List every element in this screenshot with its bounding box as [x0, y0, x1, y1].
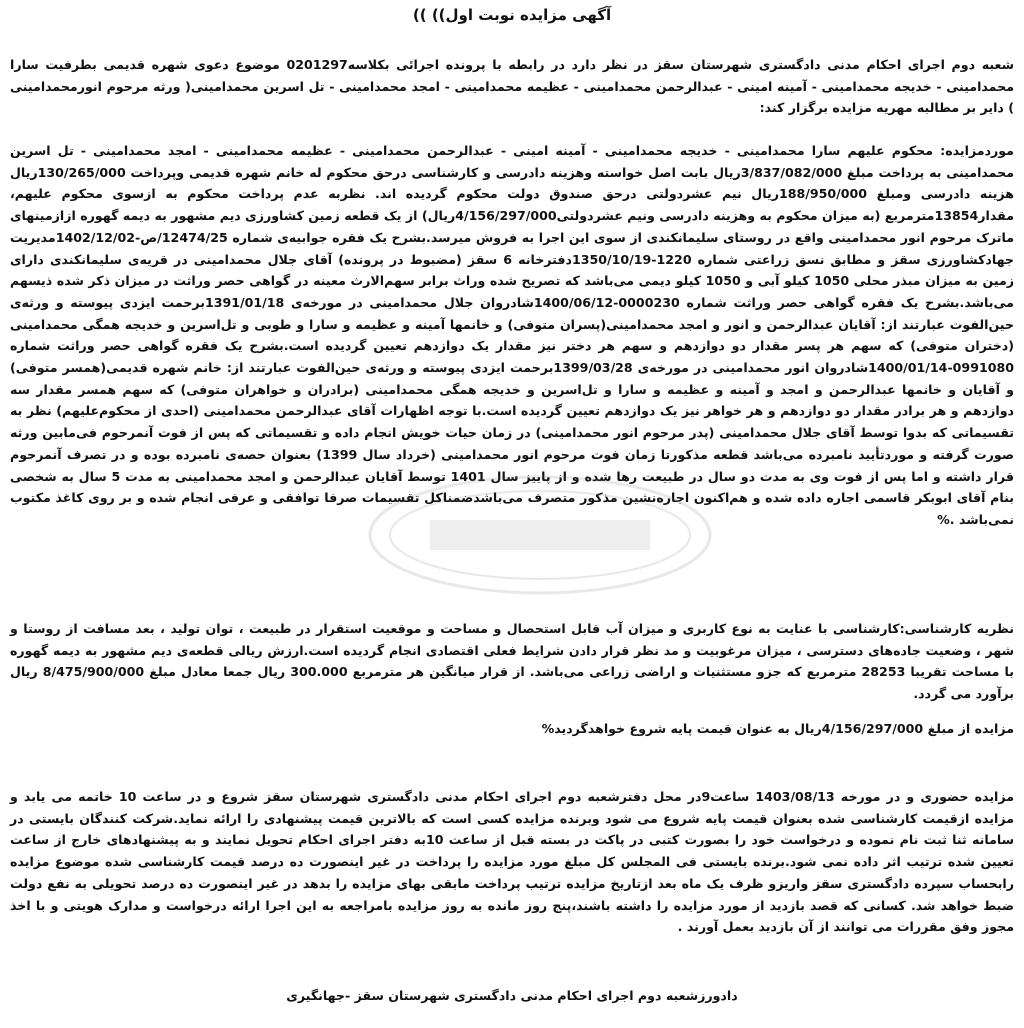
base-price-paragraph: مزایده از مبلغ 4/156/297/000ریال به عنوان قیمت پایه شروع خواهدگردید% [541, 721, 1014, 736]
intro-paragraph: شعبه دوم اجرای احکام مدنی دادگستری شهرستان سقز در نظر دارد در رابطه با پرونده اجرائی بکلاسه0201297 موضوع دعوی شهره قدیمی بطرفیت سارا محمدامینی - خدیجه محمدامینی - آمینه امینی - عبدالرحمن محمدامینی - عظیمه محمدامینی - امجد محمدامینی - تل اسرین محمدامینی( ورثه مرحوم انورمحمدامینی ) دایر بر مطالبه مهریه مزایده برگزار کند: [10, 57, 1014, 116]
signature-line: دادورزشعبه دوم اجرای احکام مدنی دادگستری شهرستان سقز -جهانگیری [286, 988, 738, 1003]
auction-terms-paragraph: مزایده حضوری و در مورخه 1403/08/13 ساعت9در محل دفترشعبه دوم اجرای احکام مدنی دادگستری شهرستان سقز شروع و در ساعت 10 خاتمه می یابد و مزایده ازقیمت کارشناسی شده بعنوان قیمت پایه شروع می شود وبرنده مزایده کسی است که بالاترین قیمت پیشنهادی را ارائه نماید.شرکت کنندگان بایستی در سامانه ثنا ثبت نام نموده و درخواست خود را بصورت کتبی در پاکت در بسته قبل از ساعت 10به دفتر اجرای احکام تحویل نمایند و به پیشنهادهای خارج از ساعت تعیین شده ترتیب اثر داده نمی شود.برنده بایستی فی المجلس کل مبلغ مورد مزایده را پرداخت در غیر اینصورت ده درصد قیمت کارشناسی شده موضوع مزایده رابحساب سپرده دادگستری سقز واریزو ظرف یک ماه بعد ازتاریخ مزایده ترتیب پرداخت مابقی بهای مزایده را بدهد در غیر اینصورت ده درصد تحویلی به نفع دولت ضبط خواهد شد. کسانی که قصد بازدید از مورد مزایده را داشته باشند،پنج روز مانده به روز مزایده بامراجعه به این اجرا ارائه درخواست و مدارک هویتی و با اخذ مجوز وفق مقررات می توانند از آن بازدید بعمل آورند . [10, 789, 1014, 935]
expert-opinion-paragraph: نظریه کارشناسی:کارشناسی با عنایت به نوع کاربری و میزان آب قابل استحصال و مساحت و موقعیت استقرار در طبیعت ، توان تولید ، بعد مسافت از روستا و شهر ، وضعیت جاده‌های دسترسی ، میزان مرغوبیت و مد نظر قرار دادن شرایط فعلی اقتصادی انجام گردیده است.ارزش ریالی قطعه‌ی دیم مشهور به دیمه گهوره با مساحت تقریبا 28253 مترمربع که جزو مستثنیات و اراضی زراعی می‌باشد. از قرار میانگین هر مترمربع 300.000 ریال جمعا معادل مبلغ 8/475/900/000 ریال برآورد می گردد. [10, 621, 1015, 702]
auction-subject-label: موردمزایده: [940, 143, 1014, 158]
auction-subject-text: محکوم علیهم سارا محمدامینی - خدیجه محمدامینی - آمینه امینی - عبدالرحمن محمدامینی - عظیمه محمدامینی - امجد محمدامینی - تل اسرین محمدامینی به پرداخت مبلغ 3/837/082/000ریال بابت اصل خواسته وهزینه دادرسی و کارشناسی درحق محکوم له خانم شهره قدیمی وپرداخت 130/265/000ریال هزینه دادرسی ومبلغ 188/950/000ریال نیم عشردولتی درحق صندوق دولت محکوم گردیده اند. نظربه عدم پرداخت محکوم به ازسوی محکوم علیهم، مقدار13854مترمربع (به میزان محکوم به وهزینه دادرسی ونیم عشردولتی4/156/297/000ریال) از یک قطعه زمین کشاورزی دیم مشهور به دیمه گهوره ازازمینهای ماترک مرحوم انور محمدامینی واقع در روستای سلیمانکندی از سوی این اجرا به فروش میرسد.بشرح یک فقره جوابیه‌ی شماره 12474/25/ص-1402/12/02مدیریت جهادکشاورزی سقز و مطابق نسق زراعتی شماره 1220-1350/10/19دفترخانه 6 سقز (مضبوط در پرونده) آقای جلال محمدامینی در قریه‌ی سلیمانکندی دارای زمین به میزان مبذر محلی 1050 کیلو آبی و 1050 کیلو دیمی می‌باشد که تصریح شده وراث برابر سهم‌الارث معینه در گواهی حصر وراثت در میزان ذکر شده ذیسهم می‌باشد.بشرح یک فقره گواهی حصر وراثت شماره 0000230-1400/06/12شادروان جلال محمدامینی در مورخه‌ی 1391/01/18برحمت ایزدی پیوسته و ورثه‌ی حین‌الفوت عبارتند از: آقایان عبدالرحمن و انور و امجد محمدامینی(پسران متوفی) و خانمها آمینه و عظیمه و سارا و طوبی و تل‌اسرین و خدیجه همگی محمدامینی (دختران متوفی) که سهم هر پسر مقدار دو دوازدهم و سهم هر دختر نیز مقدار یک دوازدهم تعیین گردیده است.بشرح یک فقره گواهی حصر وراثت شماره 0991080-1400/01/14شادروان انور محمدامینی در مورخه‌ی 1399/03/28برحمت ایزدی پیوسته و ورثه‌ی حین‌الفوت عبارتند از: خانم شهره قدیمی(همسر متوفی) و آقایان و خانمها عبدالرحمن و امجد و آمینه و عظیمه و سارا و تل‌اسرین و خدیجه همگی محمدامینی (برادران و خواهران متوفی) که سهم همسر مقدار سه دوازدهم و هر برادر مقدار دو دوازدهم و هر خواهر نیز یک دوازدهم تعیین گردیده است.با توجه اظهارات آقای عبدالرحمن محمدامینی (احدی از محکوم‌علیهم) نظر به تقسیماتی که بدوا توسط آقای جلال محمدامینی (پدر مرحوم انور محمدامینی) در زمان حیات خویش انجام داده و تقسیماتی که پس از فوت آنمرحوم فی‌مابین ورثه صورت گرفته و موردتأیید نامبرده می‌باشد قطعه مذکورتا زمان فوت مرحوم انور محمدامینی (خرداد سال 1399) بعنوان حصه‌ی نامبرده بوده و در تصرف آنمرحوم قرار داشته و اما پس از فوت وی به مدت دو سال در طبیعت رها شده و از پاییز سال 1401 توسط آقایان عبدالرحمن و امجد محمدامینی به مدت 5 سال به شخصی بنام آقای ابوبکر قاسمی اجاره داده شده و هم‌اکنون اجاره‌نشین مذکور متصرف می‌باشدضمناکل تقسیمات صرفا توافقی و عرفی انجام شده و بر روی کاغذ مکتوب نمی‌باشد .% [10, 143, 1015, 527]
auction-subject-paragraph [10, 140, 1014, 531]
notice-title: آگهی مزایده نوبت اول)) )) [412, 6, 612, 24]
